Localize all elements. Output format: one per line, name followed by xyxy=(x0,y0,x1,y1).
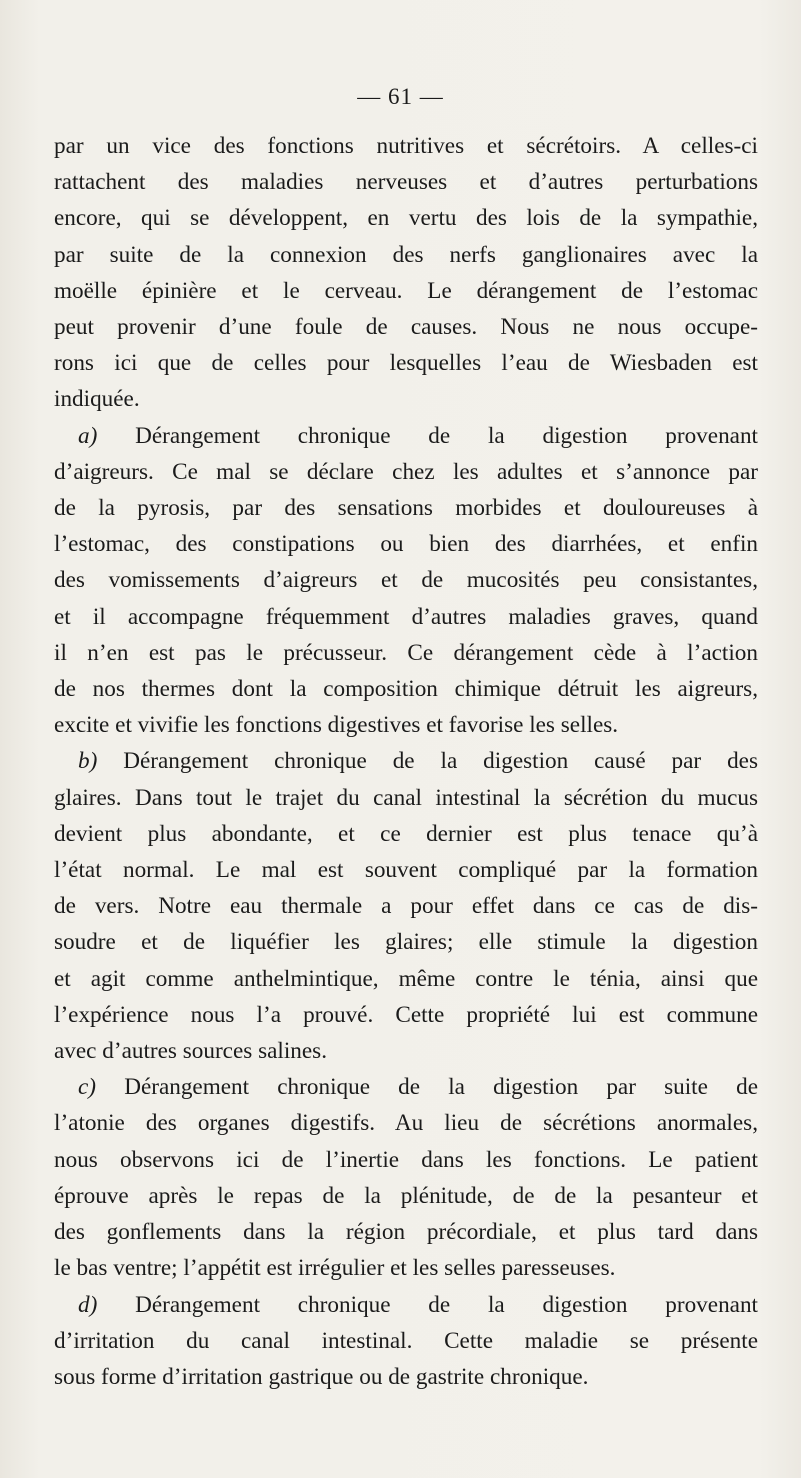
text-line: le bas ventre; l’appétit est irrégulier et les selles paresseuses. xyxy=(54,1255,616,1282)
text-line: l’état normal. Le mal est souvent compliqué par la formation xyxy=(54,857,758,884)
section-a-text: Dérangement chronique de la digestion provenant xyxy=(97,422,758,449)
text-line: encore, qui se développent, en vertu des lois de la sympathie, xyxy=(54,205,758,232)
text-line: rons ici que de celles pour lesquelles l’eau de Wiesbaden est xyxy=(54,350,758,377)
text-line: l’estomac, des constipations ou bien des diarrhées, et enfin xyxy=(54,531,758,558)
section-b-text: Dérangement chronique de la digestion causé par des xyxy=(97,748,758,775)
text-line: éprouve après le repas de la plénitude, de de la pesanteur et xyxy=(54,1182,758,1209)
text-line: de nos thermes dont la composition chimique détruit les aigreurs, xyxy=(54,676,758,703)
text-line: peut provenir d’une foule de causes. Nous ne nous occupe- xyxy=(54,314,758,341)
text-line: devient plus abondante, et ce dernier est plus tenace qu’à xyxy=(54,820,758,847)
section-d-text: Dérangement chronique de la digestion provenant xyxy=(97,1291,758,1318)
section-c-text: Dérangement chronique de la digestion par suite de xyxy=(96,1074,758,1101)
page-number: — 61 — xyxy=(357,84,444,109)
text-line: sous forme d’irritation gastrique ou de gastrite chronique. xyxy=(54,1363,589,1390)
text-line: avec d’autres sources salines. xyxy=(54,1038,327,1065)
section-d-heading xyxy=(54,1287,758,1323)
text-line: nous observons ici de l’inertie dans les fonctions. Le patient xyxy=(54,1146,758,1173)
text-line: d’aigreurs. Ce mal se déclare chez les adultes et s’annonce par xyxy=(54,458,758,485)
text-line: indiquée. xyxy=(54,386,140,413)
text-line: soudre et de liquéfier les glaires; elle stimule la digestion xyxy=(54,929,758,956)
text-line: des vomissements d’aigreurs et de mucosités peu consistantes, xyxy=(54,567,758,594)
text-line: des gonflements dans la région précordiale, et plus tard dans xyxy=(54,1219,758,1246)
text-line: excite et vivifie les fonctions digestives et favorise les selles. xyxy=(54,712,619,739)
text-line: moëlle épinière et le cerveau. Le dérangement de l’estomac xyxy=(54,277,758,304)
text-line: d’irritation du canal intestinal. Cette maladie se présente xyxy=(54,1327,758,1354)
text-line: et il accompagne fréquemment d’autres maladies graves, quand xyxy=(54,603,758,630)
text-line: par suite de la connexion des nerfs ganglionaires avec la xyxy=(54,241,758,268)
text-line: de vers. Notre eau thermale a pour effet dans ce cas de dis- xyxy=(54,893,758,920)
text-line: l’expérience nous l’a prouvé. Cette propriété lui est commune xyxy=(54,1001,758,1028)
section-marker: c) xyxy=(78,1074,97,1101)
section-a-heading xyxy=(54,418,758,454)
text-line: rattachent des maladies nerveuses et d’autres perturbations xyxy=(54,169,758,196)
body-text xyxy=(54,128,758,1395)
section-marker: a) xyxy=(78,422,98,449)
section-marker: d) xyxy=(78,1291,98,1318)
section-marker: b) xyxy=(78,748,98,775)
text-line: l’atonie des organes digestifs. Au lieu de sécrétions anormales, xyxy=(54,1110,758,1137)
text-line: et agit comme anthelmintique, même contre le ténia, ainsi que xyxy=(54,965,758,992)
section-c-heading xyxy=(54,1069,758,1105)
text-line: de la pyrosis, par des sensations morbides et douloureuses à xyxy=(54,495,758,522)
text-line: il n’en est pas le précusseur. Ce dérangement cède à l’action xyxy=(54,639,758,666)
section-b-heading xyxy=(54,743,758,779)
text-line: glaires. Dans tout le trajet du canal intestinal la sécrétion du mucus xyxy=(54,784,758,811)
text-line: par un vice des fonctions nutritives et sécrétoirs. A celles-ci xyxy=(54,133,758,159)
